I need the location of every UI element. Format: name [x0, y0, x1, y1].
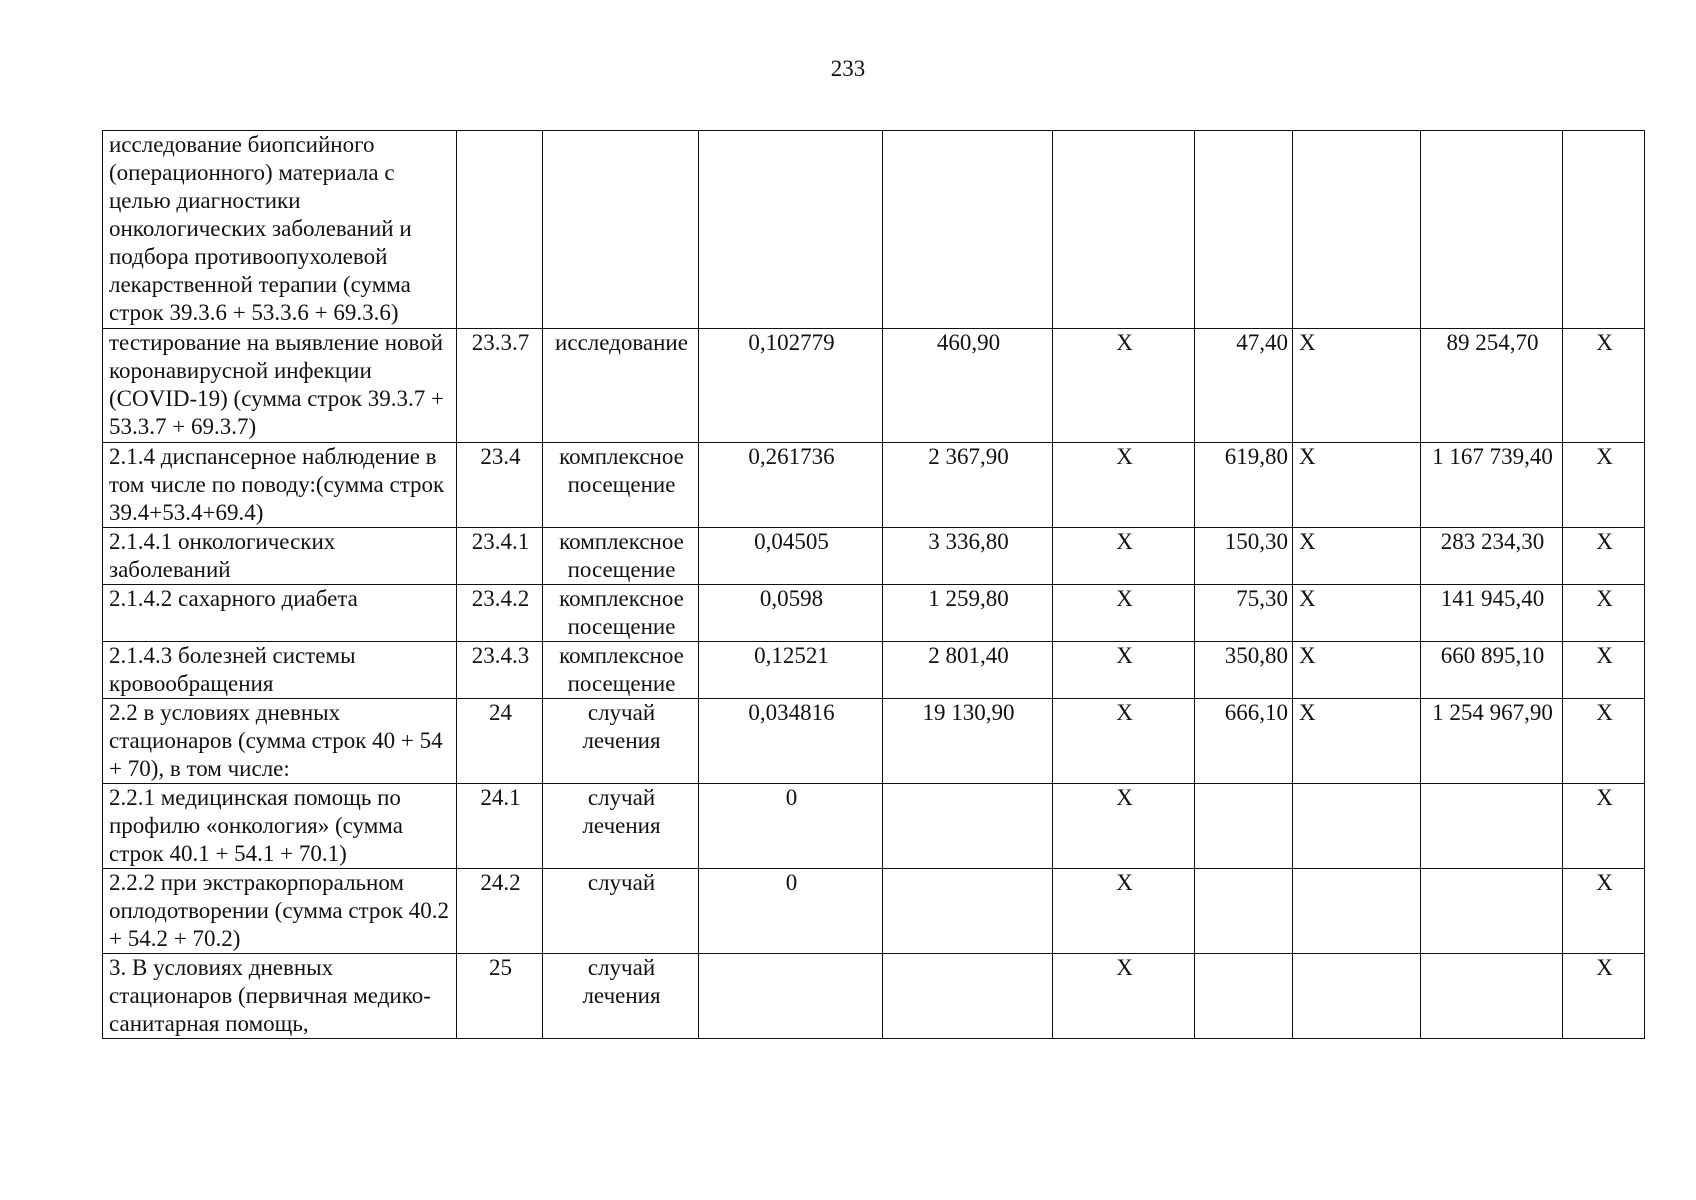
table-row	[103, 329, 1645, 443]
row-col10-cell: X	[1563, 443, 1645, 528]
row-unit-cell: комплексное посещение	[543, 585, 699, 642]
row-col6-cell: X	[1053, 528, 1195, 585]
row-col10-cell: X	[1563, 784, 1645, 869]
row-col8-cell	[1293, 131, 1421, 329]
row-name-cell: 2.2.2 при экстракорпоральном оплодотворении (сумма строк 40.2 + 54.2 + 70.2)	[103, 869, 457, 954]
row-col7-cell: 619,80	[1195, 443, 1293, 528]
row-col4-cell: 0,102779	[699, 329, 883, 443]
table-row	[103, 585, 1645, 642]
data-table	[102, 130, 1645, 1039]
row-col4-cell: 0,034816	[699, 699, 883, 784]
table-row	[103, 443, 1645, 528]
row-col6-cell: X	[1053, 954, 1195, 1039]
row-col8-cell: X	[1293, 329, 1421, 443]
row-code-cell: 23.4.3	[457, 642, 543, 699]
row-col6-cell: X	[1053, 784, 1195, 869]
row-col8-cell: X	[1293, 443, 1421, 528]
row-col7-cell: 75,30	[1195, 585, 1293, 642]
row-col10-cell: X	[1563, 869, 1645, 954]
row-col4-cell	[699, 131, 883, 329]
row-col7-cell	[1195, 869, 1293, 954]
row-col5-cell: 2 801,40	[883, 642, 1053, 699]
row-unit-cell: комплексное посещение	[543, 642, 699, 699]
row-col4-cell: 0	[699, 869, 883, 954]
row-code-cell: 25	[457, 954, 543, 1039]
row-col5-cell: 3 336,80	[883, 528, 1053, 585]
table-body	[103, 131, 1645, 1039]
row-col9-cell: 141 945,40	[1421, 585, 1563, 642]
row-col10-cell: X	[1563, 528, 1645, 585]
table-row	[103, 699, 1645, 784]
row-col7-cell: 47,40	[1195, 329, 1293, 443]
row-col6-cell	[1053, 131, 1195, 329]
row-col9-cell: 89 254,70	[1421, 329, 1563, 443]
row-col4-cell: 0,0598	[699, 585, 883, 642]
row-name-cell: 2.1.4.3 болезней системы кровообращения	[103, 642, 457, 699]
row-col7-cell	[1195, 954, 1293, 1039]
row-col6-cell: X	[1053, 699, 1195, 784]
row-col7-cell: 150,30	[1195, 528, 1293, 585]
row-col8-cell: X	[1293, 699, 1421, 784]
row-code-cell: 23.4	[457, 443, 543, 528]
row-col10-cell: X	[1563, 642, 1645, 699]
table-row	[103, 784, 1645, 869]
row-col6-cell: X	[1053, 642, 1195, 699]
page-number: 233	[830, 56, 866, 81]
row-col10-cell: X	[1563, 585, 1645, 642]
row-unit-cell: исследование	[543, 329, 699, 443]
row-col4-cell: 0,04505	[699, 528, 883, 585]
row-col7-cell	[1195, 131, 1293, 329]
row-name-cell: тестирование на выявление новой коронавирусной инфекции (COVID-19) (сумма строк 39.3.7 + 53.3.7 + 69.3.7)	[103, 329, 457, 443]
row-unit-cell: случай лечения	[543, 954, 699, 1039]
row-code-cell: 23.4.2	[457, 585, 543, 642]
row-unit-cell: комплексное посещение	[543, 528, 699, 585]
row-name-cell: 2.1.4.2 сахарного диабета	[103, 585, 457, 642]
row-col10-cell: X	[1563, 329, 1645, 443]
row-col5-cell: 1 259,80	[883, 585, 1053, 642]
table-row	[103, 642, 1645, 699]
row-code-cell	[457, 131, 543, 329]
row-name-cell: исследование биопсийного (операционного) материала с целью диагностики онкологических заболеваний и подбора противоопухолевой лекарственной терапии (сумма строк 39.3.6 + 53.3.6 + 69.3.6)	[103, 131, 457, 329]
row-name-cell: 2.2.1 медицинская помощь по профилю «онкология» (сумма строк 40.1 + 54.1 + 70.1)	[103, 784, 457, 869]
row-col9-cell	[1421, 784, 1563, 869]
row-col9-cell	[1421, 954, 1563, 1039]
row-col4-cell: 0	[699, 784, 883, 869]
row-code-cell: 23.3.7	[457, 329, 543, 443]
row-col9-cell	[1421, 131, 1563, 329]
row-col6-cell: X	[1053, 329, 1195, 443]
row-unit-cell: случай	[543, 869, 699, 954]
table-row	[103, 869, 1645, 954]
row-name-cell: 3. В условиях дневных стационаров (первичная медико-санитарная помощь,	[103, 954, 457, 1039]
row-code-cell: 23.4.1	[457, 528, 543, 585]
row-col5-cell: 2 367,90	[883, 443, 1053, 528]
row-col10-cell: X	[1563, 954, 1645, 1039]
row-col4-cell: 0,12521	[699, 642, 883, 699]
row-col8-cell: X	[1293, 585, 1421, 642]
row-col8-cell: X	[1293, 642, 1421, 699]
row-col8-cell: X	[1293, 528, 1421, 585]
row-unit-cell	[543, 131, 699, 329]
table-row	[103, 954, 1645, 1039]
row-code-cell: 24.2	[457, 869, 543, 954]
row-code-cell: 24.1	[457, 784, 543, 869]
row-col4-cell: 0,261736	[699, 443, 883, 528]
row-name-cell: 2.2 в условиях дневных стационаров (сумма строк 40 + 54 + 70), в том числе:	[103, 699, 457, 784]
row-code-cell: 24	[457, 699, 543, 784]
row-name-cell: 2.1.4 диспансерное наблюдение в том числе по поводу:(сумма строк 39.4+53.4+69.4)	[103, 443, 457, 528]
row-col5-cell	[883, 784, 1053, 869]
row-col8-cell	[1293, 784, 1421, 869]
row-col6-cell: X	[1053, 869, 1195, 954]
row-unit-cell: случай лечения	[543, 784, 699, 869]
row-col9-cell	[1421, 869, 1563, 954]
row-unit-cell: комплексное посещение	[543, 443, 699, 528]
row-col5-cell: 460,90	[883, 329, 1053, 443]
table-row	[103, 528, 1645, 585]
row-col8-cell	[1293, 954, 1421, 1039]
row-col6-cell: X	[1053, 443, 1195, 528]
row-name-cell: 2.1.4.1 онкологических заболеваний	[103, 528, 457, 585]
row-col5-cell	[883, 869, 1053, 954]
row-col6-cell: X	[1053, 585, 1195, 642]
row-col10-cell	[1563, 131, 1645, 329]
row-col5-cell: 19 130,90	[883, 699, 1053, 784]
row-col10-cell: X	[1563, 699, 1645, 784]
row-col9-cell: 283 234,30	[1421, 528, 1563, 585]
row-col4-cell	[699, 954, 883, 1039]
row-col9-cell: 1 167 739,40	[1421, 443, 1563, 528]
row-unit-cell: случай лечения	[543, 699, 699, 784]
row-col8-cell	[1293, 869, 1421, 954]
row-col7-cell	[1195, 784, 1293, 869]
row-col9-cell: 660 895,10	[1421, 642, 1563, 699]
row-col5-cell	[883, 954, 1053, 1039]
table-row	[103, 131, 1645, 329]
row-col9-cell: 1 254 967,90	[1421, 699, 1563, 784]
row-col7-cell: 350,80	[1195, 642, 1293, 699]
row-col5-cell	[883, 131, 1053, 329]
row-col7-cell: 666,10	[1195, 699, 1293, 784]
